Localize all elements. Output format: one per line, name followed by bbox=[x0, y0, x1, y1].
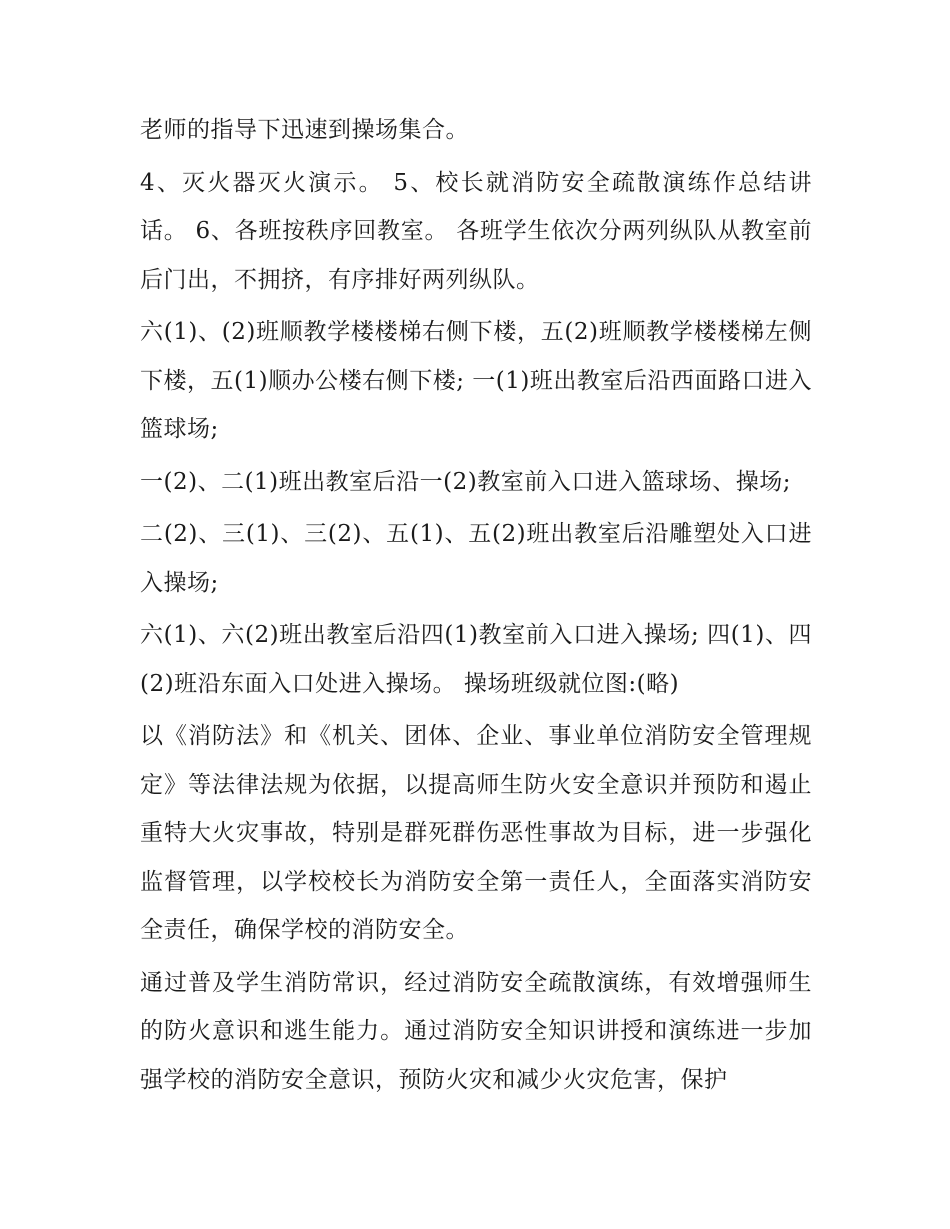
paragraph-5: 二(2)、三(1)、三(2)、五(1)、五(2)班出教室后沿雕塑处入口进入操场; bbox=[140, 521, 812, 596]
paragraph-7: 以《消防法》和《机关、团体、企业、事业单位消防安全管理规定》等法律法规为依据，以提高师生防火安全意识并预防和遏止重特大火灾事故，特别是群死群伤恶性事故为目标，进一步强化监督管理，以学校校长为消防安全第一责任人，全面落实消防安全责任，确保学校的消防安全。 bbox=[140, 723, 812, 943]
paragraph-3: 六(1)、(2)班顺教学楼楼梯右侧下楼，五(2)班顺教学楼楼梯左侧下楼，五(1)顺办公楼右侧下楼; 一(1)班出教室后沿西面路口进入篮球场; bbox=[140, 319, 812, 442]
paragraph-8: 通过普及学生消防常识，经过消防安全疏散演练，有效增强师生的防火意识和逃生能力。通过消防安全知识讲授和演练进一步加强学校的消防安全意识，预防火灾和减少火灾危害，保护 bbox=[140, 969, 812, 1093]
paragraph-6: 六(1)、六(2)班出教室后沿四(1)教室前入口进入操场; 四(1)、四(2)班沿东面入口处进入操场。 操场班级就位图:(略) bbox=[140, 622, 812, 697]
paragraph-4: 一(2)、二(1)班出教室后沿一(2)教室前入口进入篮球场、操场; bbox=[140, 468, 791, 495]
paragraph-2: 4、灭火器灭火演示。 5、校长就消防安全疏散演练作总结讲话。 6、各班按秩序回教室。 各班学生依次分两列纵队从教室前后门出，不拥挤，有序排好两列纵队。 bbox=[140, 169, 812, 293]
document-body bbox=[140, 106, 812, 1108]
paragraph-1: 老师的指导下迅速到操场集合。 bbox=[140, 117, 469, 143]
